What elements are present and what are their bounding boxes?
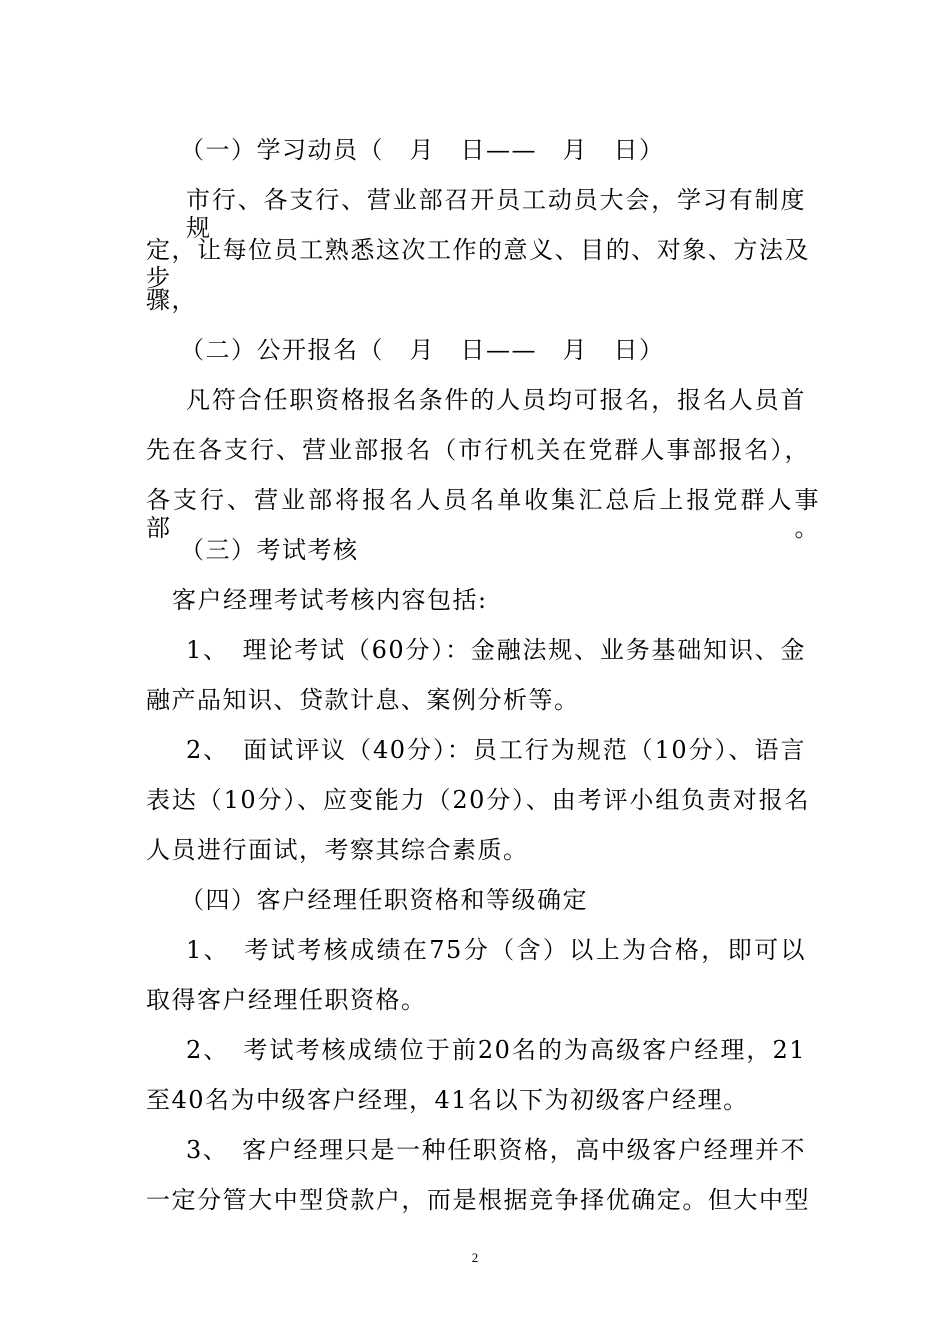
heading-2: （二）公开报名（ 月 日—— 月 日） (180, 336, 665, 364)
heading-3: （三）考试考核 (180, 536, 359, 564)
paragraph-line: 定，让每位员工熟悉这次工作的意义、目的、对象、方法及步 (146, 236, 810, 292)
list-item-line: 1、 理论考试（60分）：金融法规、业务基础知识、金 (186, 636, 806, 664)
list-item-line: 2、 考试考核成绩位于前20名的为高级客户经理，21 (186, 1036, 806, 1064)
heading-1: （一）学习动员（ 月 日—— 月 日） (180, 136, 665, 164)
page-number: 2 (471, 1250, 479, 1265)
list-item-line: 人员进行面试，考察其综合素质。 (146, 836, 529, 864)
list-item-line: 一定分管大中型贷款户，而是根据竞争择优确定。但大中型 (146, 1186, 810, 1214)
heading-4: （四）客户经理任职资格和等级确定 (180, 886, 588, 914)
paragraph-line: 骤， (146, 286, 197, 314)
list-item-line: 取得客户经理任职资格。 (146, 986, 427, 1014)
list-item-line: 3、 客户经理只是一种任职资格，高中级客户经理并不 (186, 1136, 806, 1164)
list-item-line: 表达（10分）、应变能力（20分）、由考评小组负责对报名 (146, 786, 810, 814)
list-item-line: 1、 考试考核成绩在75分（含）以上为合格，即可以 (186, 936, 806, 964)
paragraph-line: 市行、各支行、营业部召开员工动员大会，学习有制度规 (186, 186, 806, 242)
list-item-line: 2、 面试评议（40分）：员工行为规范（10分）、语言 (186, 736, 806, 764)
list-item-line: 融产品知识、贷款计息、案例分析等。 (146, 686, 580, 714)
paragraph-line: 客户经理考试考核内容包括: (172, 586, 488, 614)
paragraph-line: 先在各支行、营业部报名（市行机关在党群人事部报名）， (146, 436, 810, 464)
paragraph-line: 凡符合任职资格报名条件的人员均可报名，报名人员首 (186, 386, 806, 414)
list-item-line: 至40名为中级客户经理，41名以下为初级客户经理。 (146, 1086, 749, 1114)
paragraph-line: 各支行、营业部将报名人员名单收集汇总后上报党群人事部。 (146, 486, 820, 542)
